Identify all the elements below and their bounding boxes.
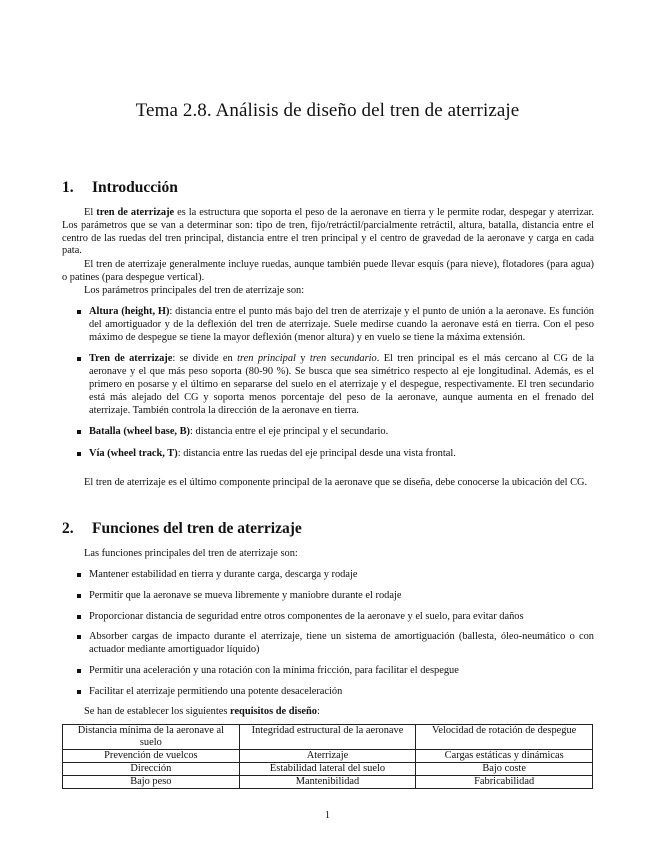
param-wheelbase-text: : distancia entre el eje principal y el secundario.: [190, 426, 389, 438]
table-row: [63, 750, 593, 763]
list-item: Facilitar el aterrizaje permitiendo una potente desaceleración: [62, 686, 594, 699]
param-gear-term: Tren de aterrizaje: [89, 353, 173, 365]
intro-paragraph-2: El tren de aterrizaje generalmente incluye ruedas, aunque también puede llevar esquís (para nieve), flotadores (para agua) o patines (para despegue vertical).: [62, 259, 594, 283]
list-item: Proporcionar distancia de seguridad entre otros componentes de la aeronave y el suelo, para evitar daños: [62, 611, 594, 624]
list-item: [62, 426, 594, 439]
intro-paragraph-4: El tren de aterrizaje es el último componente principal de la aeronave que se diseña, debe conocerse la ubicación del CG.: [84, 477, 588, 488]
section-2-title: Funciones del tren de aterrizaje: [92, 520, 302, 537]
param-track-term: Vía (wheel track, T): [89, 448, 178, 460]
param-gear-text-a: : se divide en: [172, 353, 238, 365]
functions-list: [62, 569, 594, 699]
param-gear-italic-b: tren secundario: [309, 353, 377, 365]
table-cell: Prevención de vuelcos: [63, 750, 240, 763]
table-row: [63, 725, 593, 750]
req-bold: requisitos de diseño: [230, 706, 318, 717]
param-wheelbase-term: Batalla (wheel base, B): [89, 426, 191, 438]
list-item: [62, 306, 594, 344]
list-item: Permitir una aceleración y una rotación con la mínima fricción, para facilitar el despegue: [62, 665, 594, 678]
section-1-heading: [62, 179, 178, 197]
section-1-title: Introducción: [92, 179, 178, 196]
param-height-term: Altura (height, H): [89, 306, 170, 317]
table-cell: Distancia mínima de la aeronave al suelo: [63, 725, 240, 750]
list-item: [62, 353, 594, 417]
document-title: Tema 2.8. Análisis de diseño del tren de aterrizaje: [135, 100, 520, 121]
list-item: Mantener estabilidad en tierra y durante carga, descarga y rodaje: [62, 569, 594, 582]
intro-paragraph-3: Los parámetros principales del tren de aterrizaje son:: [84, 285, 305, 296]
req-post: :: [317, 706, 320, 717]
table-cell: Fabricabilidad: [416, 776, 593, 789]
table-cell: Mantenibilidad: [239, 776, 416, 789]
section-2-heading: [62, 520, 302, 538]
table-cell: Bajo coste: [416, 763, 593, 776]
table-cell: Integridad estructural de la aeronave: [239, 725, 416, 750]
intro-p1-bold: tren de aterrizaje: [96, 207, 175, 218]
param-track-text: : distancia entre las ruedas del eje principal desde una vista frontal.: [177, 448, 456, 460]
table-cell: Velocidad de rotación de despegue: [416, 725, 593, 750]
param-gear-text-b: y: [295, 353, 310, 365]
param-gear-text-c: . El tren principal es el más cercano al CG de la aeronave y el que más peso soporta (80-90 %). Se busca que sea simétrico respecto al eje longitudinal. Además, es el primero en posarse y el último en separarse del suelo en el aterrizaje y el despegue, respectivamente. El tren secundario está más alejado del CG y soporta menos porcentaje del peso de la aeronave, aunque aumenta en el frenado del aterrizaje. También controla la dirección de la aeronave en tierra.: [89, 353, 595, 416]
intro-p1-post: es la estructura que soporta el peso de la aeronave en tierra y le permite rodar, despegar y aterrizar. Los parámetros que se van a determinar son: tipo de tren, fijo/retráctil/parcialmente retráctil, altura, batalla, distancia entre el centro de las ruedas del tren principal, distancia entre el tren principal y el centro de gravedad de la aeronave y carga en cada pata.: [62, 207, 594, 257]
table-cell: Bajo peso: [63, 776, 240, 789]
table-cell: Cargas estáticas y dinámicas: [416, 750, 593, 763]
list-item: [62, 448, 594, 461]
requirements-intro: [62, 706, 594, 719]
intro-p1-pre: El: [84, 207, 97, 218]
table-cell: Dirección: [63, 763, 240, 776]
param-gear-italic-a: tren principal: [237, 353, 296, 365]
section-2-number: 2.: [62, 520, 74, 537]
table-cell: Aterrizaje: [239, 750, 416, 763]
intro-paragraph-1: [62, 207, 594, 258]
requirements-table: [62, 724, 593, 789]
table-row: [63, 776, 593, 789]
table-cell: Estabilidad lateral del suelo: [239, 763, 416, 776]
parameters-list: [62, 306, 594, 461]
section-1-number: 1.: [62, 179, 74, 196]
page-number: 1: [324, 810, 331, 821]
list-item: Permitir que la aeronave se mueva libremente y maniobre durante el rodaje: [62, 590, 594, 603]
list-item: Absorber cargas de impacto durante el aterrizaje, tiene un sistema de amortiguación (ballesta, óleo-neumático o con actuador mediante amortiguador líquido): [62, 631, 594, 657]
table-row: [63, 763, 593, 776]
req-pre: Se han de establecer los siguientes: [84, 706, 231, 717]
functions-intro: Las funciones principales del tren de aterrizaje son:: [84, 548, 298, 559]
param-height-text: : distancia entre el punto más bajo del tren de aterrizaje y el punto de unión a la aeronave. Es función del amortiguador y de la deflexión del tren de aterrizaje. Suele medirse cuando la aeronave está en tierra. Con el peso máximo de despegue se tiene la mayor deflexión (menor altura) y en vuelo se tiene la máxima extensión.: [89, 306, 594, 343]
